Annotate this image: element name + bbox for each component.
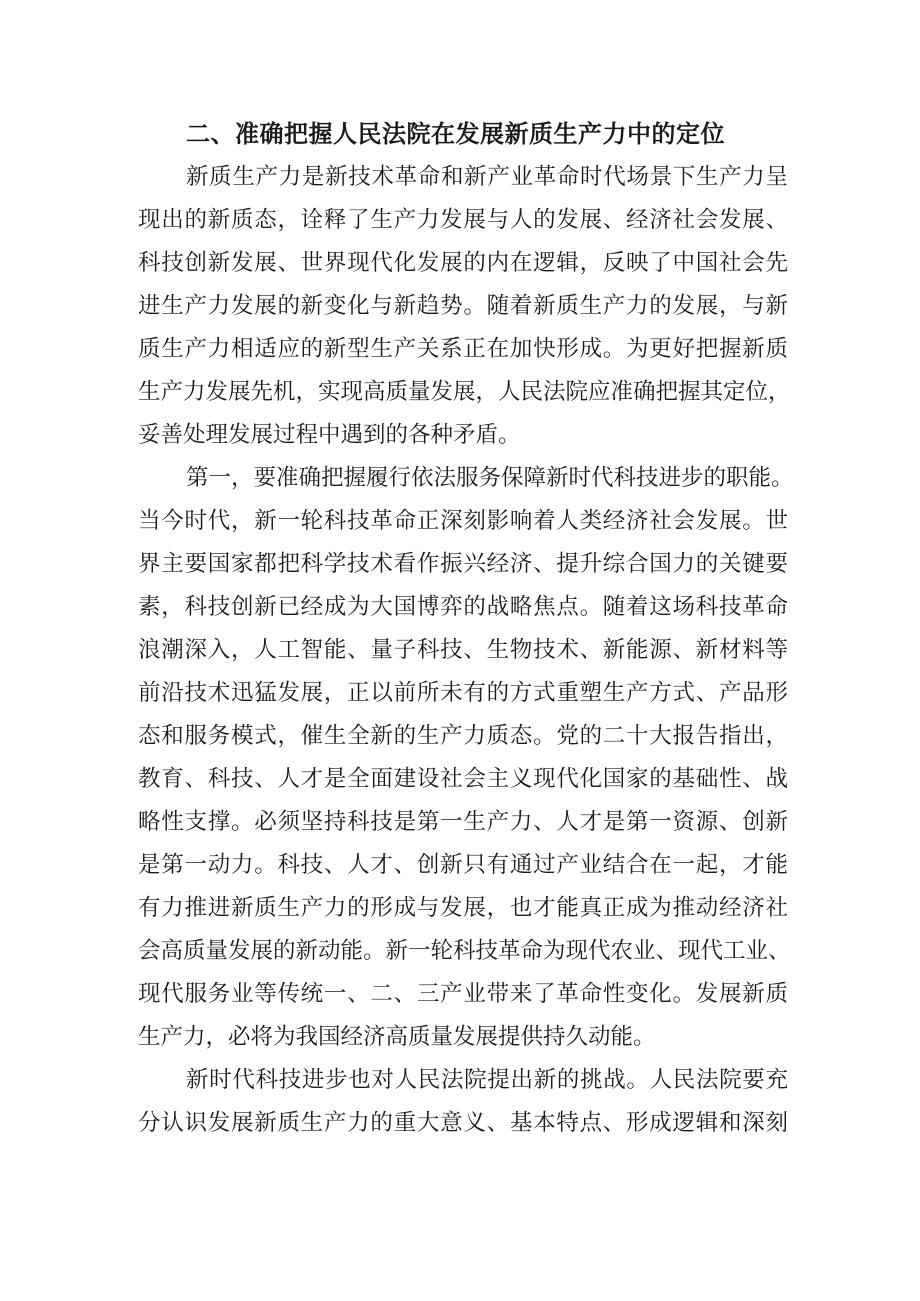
text-line: 分认识发展新质生产力的重大意义、基本特点、形成逻辑和深刻 xyxy=(138,1110,788,1136)
paragraph-2 xyxy=(138,457,794,1059)
text-line: 是第一动力。科技、人才、创新只有通过产业结合在一起，才能 xyxy=(138,852,788,878)
text-line: 现代服务业等传统一、二、三产业带来了革命性变化。发展新质 xyxy=(138,981,788,1007)
text-line: 会高质量发展的新动能。新一轮科技革命为现代农业、现代工业、 xyxy=(138,938,791,964)
section-heading: 二、准确把握人民法院在发展新质生产力中的定位 xyxy=(186,120,725,148)
paragraph-3 xyxy=(138,1059,788,1145)
paragraph-1 xyxy=(138,156,791,457)
text-line: 现出的新质态，诠释了生产力发展与人的发展、经济社会发展、 xyxy=(138,207,788,233)
text-line: 有力推进新质生产力的形成与发展，也才能真正成为推动经济社 xyxy=(138,895,788,921)
text-line: 前沿技术迅猛发展，正以前所未有的方式重塑生产方式、产品形 xyxy=(138,680,788,706)
text-line: 科技创新发展、世界现代化发展的内在逻辑，反映了中国社会先 xyxy=(138,250,788,276)
text-line: 第一，要准确把握履行依法服务保障新时代科技进步的职能。 xyxy=(186,465,794,491)
text-line: 素，科技创新已经成为大国博弈的战略焦点。随着这场科技革命 xyxy=(138,594,788,620)
text-line: 新质生产力是新技术革命和新产业革命时代场景下生产力呈 xyxy=(186,164,788,190)
text-line: 略性支撑。必须坚持科技是第一生产力、人才是第一资源、创新 xyxy=(138,809,788,835)
text-line: 生产力，必将为我国经济高质量发展提供持久动能。 xyxy=(138,1024,656,1050)
text-line: 界主要国家都把科学技术看作振兴经济、提升综合国力的关键要 xyxy=(138,551,788,577)
text-line: 教育、科技、人才是全面建设社会主义现代化国家的基础性、战 xyxy=(138,766,788,792)
text-line: 进生产力发展的新变化与新趋势。随着新质生产力的发展，与新 xyxy=(138,293,788,319)
body-text xyxy=(138,156,794,1145)
text-line: 妥善处理发展过程中遇到的各种矛盾。 xyxy=(138,422,521,448)
text-line: 质生产力相适应的新型生产关系正在加快形成。为更好把握新质 xyxy=(138,336,788,362)
text-line: 浪潮深入，人工智能、量子科技、生物技术、新能源、新材料等 xyxy=(138,637,788,663)
text-line: 当今时代，新一轮科技革命正深刻影响着人类经济社会发展。世 xyxy=(138,508,788,534)
text-line: 生产力发展先机，实现高质量发展，人民法院应准确把握其定位， xyxy=(138,379,791,405)
text-line: 态和服务模式，催生全新的生产力质态。党的二十大报告指出， xyxy=(138,723,788,749)
text-line: 新时代科技进步也对人民法院提出新的挑战。人民法院要充 xyxy=(186,1067,788,1093)
